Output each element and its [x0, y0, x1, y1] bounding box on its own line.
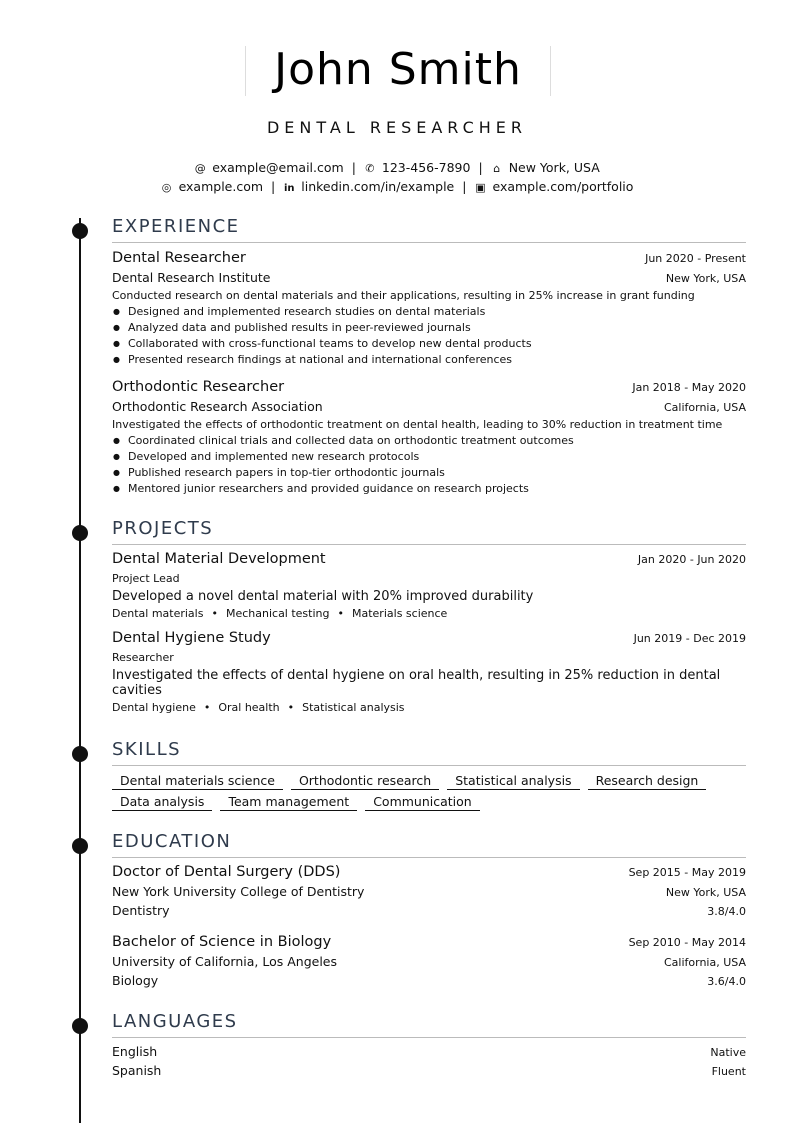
- job-organization: Orthodontic Research Association: [112, 399, 323, 414]
- job-date: Jun 2020 - Present: [645, 252, 746, 265]
- timeline-dot-education: [72, 838, 88, 854]
- job-bullets: [112, 433, 746, 497]
- school-location: California, USA: [664, 956, 746, 969]
- section-divider: [112, 1037, 746, 1038]
- degree: Doctor of Dental Surgery (DDS): [112, 864, 341, 880]
- keyword-separator: •: [287, 701, 295, 714]
- separator: |: [478, 160, 483, 175]
- contact-linkedin[interactable]: in linkedin.com/in/example: [283, 179, 455, 194]
- linkedin-icon: in: [283, 183, 295, 194]
- skills-section: [112, 738, 746, 815]
- job-role: Dental Researcher: [112, 250, 246, 266]
- job-role: Orthodontic Researcher: [112, 379, 285, 395]
- field-of-study: Biology: [112, 973, 159, 988]
- project-description: Investigated the effects of dental hygiene on oral health, resulting in 25% reduction in dental cavities: [112, 668, 721, 698]
- project-description: Developed a novel dental material with 20% improved durability: [112, 589, 534, 604]
- project-role: Researcher: [112, 651, 174, 664]
- section-title-education: EDUCATION: [112, 831, 232, 852]
- experience-entry: [112, 250, 746, 368]
- contact-row-2: [0, 179, 794, 194]
- job-title: DENTAL RESEARCHER: [266, 118, 528, 137]
- education-date: Sep 2015 - May 2019: [628, 866, 746, 879]
- experience-entry: [112, 379, 746, 497]
- separator: |: [271, 179, 276, 194]
- skill-tag: Orthodontic research: [291, 773, 439, 790]
- keyword: Statistical analysis: [302, 701, 405, 714]
- timeline-line: [79, 218, 81, 1123]
- language-level: Native: [710, 1046, 746, 1059]
- contact-row-1: [0, 160, 794, 175]
- project-date: Jun 2019 - Dec 2019: [633, 632, 746, 645]
- school: New York University College of Dentistry: [112, 884, 365, 899]
- keyword-separator: •: [337, 607, 344, 620]
- project-date: Jan 2020 - Jun 2020: [637, 553, 746, 566]
- skill-tag: Communication: [365, 794, 480, 811]
- candidate-name: John Smith: [274, 44, 522, 95]
- keyword: Mechanical testing: [225, 607, 330, 620]
- section-divider: [112, 242, 746, 243]
- contact-portfolio[interactable]: ▣ example.com/portfolio: [475, 179, 634, 194]
- languages-section: [112, 1010, 746, 1082]
- keyword: Dental materials: [112, 607, 204, 620]
- job-location: California, USA: [664, 401, 746, 414]
- section-title-experience: EXPERIENCE: [112, 216, 240, 237]
- timeline-dot-languages: [72, 1018, 88, 1034]
- language-name: Spanish: [112, 1063, 162, 1078]
- project-name: Dental Material Development: [112, 551, 326, 567]
- project-keywords: [112, 701, 746, 714]
- language-row: [112, 1044, 746, 1063]
- portfolio-icon: ▣: [475, 181, 486, 194]
- education-date: Sep 2010 - May 2014: [628, 936, 746, 949]
- skills-list: [112, 773, 746, 815]
- project-role: Project Lead: [112, 572, 180, 585]
- separator: |: [462, 179, 467, 194]
- job-location: New York, USA: [665, 272, 746, 285]
- contact-phone[interactable]: ✆ 123-456-7890: [365, 160, 471, 175]
- job-organization: Dental Research Institute: [112, 270, 271, 285]
- job-summary: Investigated the effects of orthodontic treatment on dental health, leading to 30% reduction in treatment time: [112, 418, 723, 431]
- keyword: Dental hygiene: [112, 701, 196, 714]
- experience-section: [112, 215, 746, 497]
- keyword-separator: •: [211, 607, 218, 620]
- section-title-projects: PROJECTS: [112, 518, 214, 539]
- education-entry: [112, 864, 746, 922]
- degree: Bachelor of Science in Biology: [112, 934, 332, 950]
- language-row: [112, 1063, 746, 1082]
- list-item: ● Mentored junior researchers and provided guidance on research projects: [112, 481, 746, 497]
- list-item: ● Collaborated with cross-functional teams to develop new dental products: [112, 336, 746, 352]
- projects-section: [112, 517, 746, 714]
- phone-icon: ✆: [365, 162, 375, 175]
- education-entry: [112, 934, 746, 992]
- section-title-skills: SKILLS: [112, 739, 182, 760]
- field-of-study: Dentistry: [112, 903, 170, 918]
- keyword: Oral health: [218, 701, 280, 714]
- list-item: ● Designed and implemented research studies on dental materials: [112, 304, 746, 320]
- timeline-dot-experience: [72, 223, 88, 239]
- contact-email[interactable]: @ example@email.com: [194, 160, 344, 175]
- section-divider: [112, 544, 746, 545]
- timeline-dot-projects: [72, 525, 88, 541]
- skill-tag: Dental materials science: [112, 773, 283, 790]
- project-entry: [112, 551, 746, 620]
- timeline-dot-skills: [72, 746, 88, 762]
- list-item: ● Published research papers in top-tier orthodontic journals: [112, 465, 746, 481]
- skill-tag: Team management: [220, 794, 357, 811]
- list-item: ● Developed and implemented new research protocols: [112, 449, 746, 465]
- keyword-separator: •: [203, 701, 211, 714]
- gpa: 3.8/4.0: [707, 905, 746, 918]
- list-item: ● Coordinated clinical trials and collected data on orthodontic treatment outcomes: [112, 433, 746, 449]
- section-divider: [112, 857, 746, 858]
- project-keywords: [112, 607, 746, 620]
- skill-tag: Data analysis: [112, 794, 212, 811]
- list-item: ● Analyzed data and published results in peer-reviewed journals: [112, 320, 746, 336]
- contact-website[interactable]: ◎ example.com: [161, 179, 264, 194]
- education-section: [112, 830, 746, 992]
- section-title-languages: LANGUAGES: [112, 1011, 238, 1032]
- home-icon: ⌂: [493, 162, 501, 175]
- contact-location: ⌂ New York, USA: [491, 160, 600, 175]
- name-block: [245, 46, 551, 96]
- gpa: 3.6/4.0: [707, 975, 746, 988]
- language-name: English: [112, 1044, 158, 1059]
- separator: |: [351, 160, 356, 175]
- keyword: Materials science: [352, 607, 448, 620]
- job-bullets: [112, 304, 746, 368]
- section-divider: [112, 765, 746, 766]
- list-item: ● Presented research findings at national and international conferences: [112, 352, 746, 368]
- job-date: Jan 2018 - May 2020: [632, 381, 746, 394]
- project-name: Dental Hygiene Study: [112, 630, 271, 646]
- job-summary: Conducted research on dental materials and their applications, resulting in 25% increase in grant funding: [112, 289, 695, 302]
- project-entry: [112, 630, 746, 714]
- skill-tag: Research design: [588, 773, 707, 790]
- language-level: Fluent: [711, 1065, 746, 1078]
- at-icon: @: [194, 162, 206, 175]
- skill-tag: Statistical analysis: [447, 773, 579, 790]
- languages-list: [112, 1044, 746, 1082]
- school-location: New York, USA: [665, 886, 746, 899]
- school: University of California, Los Angeles: [112, 954, 338, 969]
- globe-icon: ◎: [161, 181, 172, 194]
